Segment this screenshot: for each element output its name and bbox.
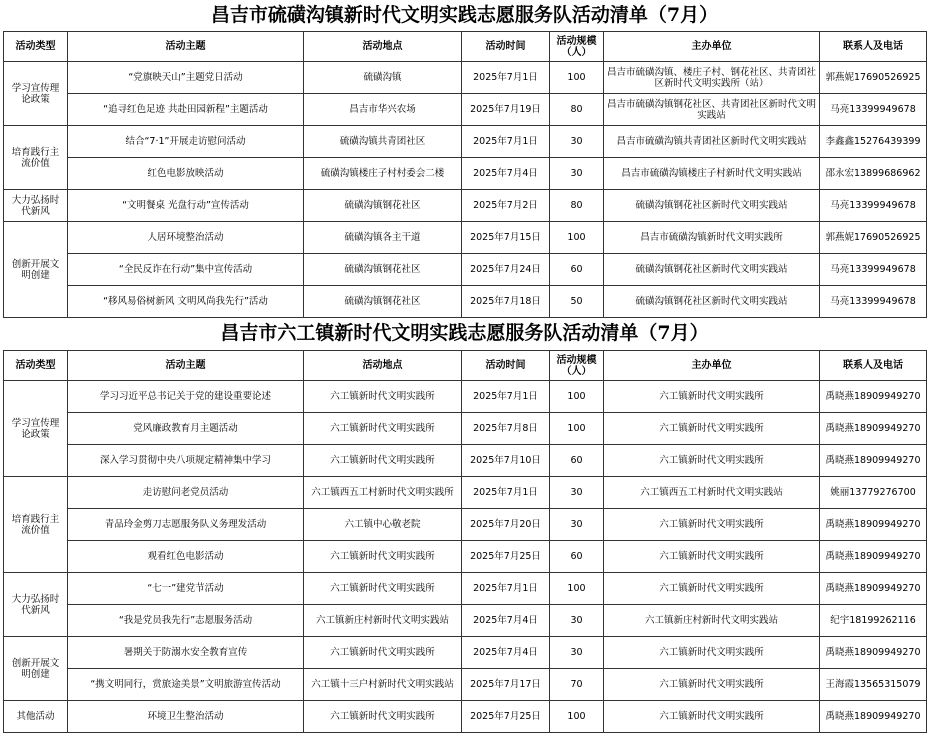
scale-cell: 100 <box>550 222 604 254</box>
theme-cell: 暑期关于防溺水安全教育宣传 <box>68 637 304 669</box>
theme-cell: 党风廉政教育月主题活动 <box>68 413 304 445</box>
place-cell: 硫磺沟镇钢花社区 <box>304 286 462 318</box>
table-row <box>4 477 927 509</box>
organizer-cell: 昌吉市硫磺沟镇新时代文明实践所 <box>604 222 820 254</box>
contact-cell: 马亮13399949678 <box>820 286 927 318</box>
table1-title: 昌吉市硫磺沟镇新时代文明实践志愿服务队活动清单（7月） <box>210 4 719 26</box>
time-cell: 2025年7月4日 <box>462 637 550 669</box>
place-cell: 硫磺沟镇各主干道 <box>304 222 462 254</box>
time-cell: 2025年7月1日 <box>462 573 550 605</box>
category-cell: 培育践行主流价值 <box>4 126 68 190</box>
time-cell: 2025年7月24日 <box>462 254 550 286</box>
scale-cell: 50 <box>550 286 604 318</box>
theme-cell: 红色电影放映活动 <box>68 158 304 190</box>
table-row <box>4 62 927 94</box>
header-cell: 活动主题 <box>68 351 304 381</box>
scale-cell: 30 <box>550 605 604 637</box>
organizer-cell: 昌吉市硫磺沟镇钢花社区、共青团社区新时代文明实践站 <box>604 94 820 126</box>
contact-cell: 纪宇18199262116 <box>820 605 927 637</box>
place-cell: 硫磺沟镇楼庄子村村委会二楼 <box>304 158 462 190</box>
category-cell: 创新开展文明创建 <box>4 222 68 318</box>
place-cell: 六工镇西五工村新时代文明实践所 <box>304 477 462 509</box>
organizer-cell: 六工镇新时代文明实践所 <box>604 701 820 733</box>
header-cell: 联系人及电话 <box>820 32 927 62</box>
scale-cell: 60 <box>550 445 604 477</box>
category-cell: 大力弘扬时代新风 <box>4 573 68 637</box>
place-cell: 六工镇新庄村新时代文明实践站 <box>304 605 462 637</box>
contact-cell: 禹晓燕18909949270 <box>820 637 927 669</box>
scale-cell: 30 <box>550 158 604 190</box>
header-cell: 活动时间 <box>462 351 550 381</box>
place-cell: 六工镇新时代文明实践所 <box>304 573 462 605</box>
table-row <box>4 669 927 701</box>
place-cell: 硫磺沟镇 <box>304 62 462 94</box>
scale-cell: 80 <box>550 190 604 222</box>
theme-cell: 青品玲金剪刀志愿服务队义务理发活动 <box>68 509 304 541</box>
table-row <box>4 94 927 126</box>
category-cell: 学习宣传理论政策 <box>4 62 68 126</box>
contact-cell: 禹晓燕18909949270 <box>820 573 927 605</box>
time-cell: 2025年7月15日 <box>462 222 550 254</box>
theme-cell: “携文明同行，赏旅途美景”文明旅游宣传活动 <box>68 669 304 701</box>
scale-cell: 100 <box>550 701 604 733</box>
header-cell: 活动时间 <box>462 32 550 62</box>
organizer-cell: 六工镇新时代文明实践所 <box>604 381 820 413</box>
organizer-cell: 硫磺沟镇钢花社区新时代文明实践站 <box>604 286 820 318</box>
time-cell: 2025年7月1日 <box>462 381 550 413</box>
category-cell: 大力弘扬时代新风 <box>4 190 68 222</box>
time-cell: 2025年7月10日 <box>462 445 550 477</box>
time-cell: 2025年7月19日 <box>462 94 550 126</box>
header-cell: 活动地点 <box>304 32 462 62</box>
theme-cell: “党旗映天山”主题党日活动 <box>68 62 304 94</box>
time-cell: 2025年7月8日 <box>462 413 550 445</box>
scale-cell: 100 <box>550 62 604 94</box>
place-cell: 六工镇中心敬老院 <box>304 509 462 541</box>
place-cell: 六工镇新时代文明实践所 <box>304 541 462 573</box>
scale-cell: 80 <box>550 94 604 126</box>
place-cell: 六工镇新时代文明实践所 <box>304 701 462 733</box>
scale-cell: 100 <box>550 573 604 605</box>
organizer-cell: 六工镇新时代文明实践所 <box>604 509 820 541</box>
contact-cell: 姚丽13779276700 <box>820 477 927 509</box>
table-row <box>4 413 927 445</box>
time-cell: 2025年7月17日 <box>462 669 550 701</box>
category-cell: 培育践行主流价值 <box>4 477 68 573</box>
organizer-cell: 昌吉市硫磺沟镇共青团社区新时代文明实践站 <box>604 126 820 158</box>
scale-cell: 60 <box>550 541 604 573</box>
theme-cell: “移风易俗树新风 文明风尚我先行”活动 <box>68 286 304 318</box>
theme-cell: “文明餐桌 光盘行动”宣传活动 <box>68 190 304 222</box>
header-cell: 活动类型 <box>4 351 68 381</box>
place-cell: 六工镇新时代文明实践所 <box>304 637 462 669</box>
table-row <box>4 158 927 190</box>
header-cell: 活动规模（人） <box>550 351 604 381</box>
place-cell: 六工镇新时代文明实践所 <box>304 445 462 477</box>
table-row <box>4 573 927 605</box>
activity-table-liugong <box>3 350 927 733</box>
theme-cell: 观看红色电影活动 <box>68 541 304 573</box>
theme-cell: “七一”建党节活动 <box>68 573 304 605</box>
theme-cell: 人居环境整治活动 <box>68 222 304 254</box>
table-row <box>4 254 927 286</box>
table-row <box>4 222 927 254</box>
table-row <box>4 541 927 573</box>
scale-cell: 70 <box>550 669 604 701</box>
contact-cell: 禹晓燕18909949270 <box>820 381 927 413</box>
category-cell: 其他活动 <box>4 701 68 733</box>
theme-cell: 走访慰问老党员活动 <box>68 477 304 509</box>
contact-cell: 郭燕妮17690526925 <box>820 222 927 254</box>
time-cell: 2025年7月18日 <box>462 286 550 318</box>
table-row <box>4 126 927 158</box>
contact-cell: 禹晓燕18909949270 <box>820 413 927 445</box>
organizer-cell: 硫磺沟镇钢花社区新时代文明实践站 <box>604 190 820 222</box>
place-cell: 昌吉市华兴农场 <box>304 94 462 126</box>
place-cell: 硫磺沟镇钢花社区 <box>304 190 462 222</box>
theme-cell: 深入学习贯彻中央八项规定精神集中学习 <box>68 445 304 477</box>
organizer-cell: 六工镇新时代文明实践所 <box>604 445 820 477</box>
place-cell: 六工镇新时代文明实践所 <box>304 413 462 445</box>
contact-cell: 禹晓燕18909949270 <box>820 509 927 541</box>
scale-cell: 100 <box>550 381 604 413</box>
header-cell: 主办单位 <box>604 32 820 62</box>
time-cell: 2025年7月1日 <box>462 126 550 158</box>
place-cell: 六工镇十三户村新时代文明实践站 <box>304 669 462 701</box>
time-cell: 2025年7月2日 <box>462 190 550 222</box>
contact-cell: 郭燕妮17690526925 <box>820 62 927 94</box>
table-row <box>4 605 927 637</box>
table-row <box>4 381 927 413</box>
table-row <box>4 701 927 733</box>
header-cell: 活动主题 <box>68 32 304 62</box>
category-cell: 创新开展文明创建 <box>4 637 68 701</box>
contact-cell: 马亮13399949678 <box>820 254 927 286</box>
contact-cell: 王海霞13565315079 <box>820 669 927 701</box>
header-row <box>4 351 927 381</box>
organizer-cell: 硫磺沟镇钢花社区新时代文明实践站 <box>604 254 820 286</box>
contact-cell: 禹晓燕18909949270 <box>820 541 927 573</box>
theme-cell: “全民反诈在行动”集中宣传活动 <box>68 254 304 286</box>
header-cell: 联系人及电话 <box>820 351 927 381</box>
table-row <box>4 509 927 541</box>
contact-cell: 禹晓燕18909949270 <box>820 445 927 477</box>
organizer-cell: 六工镇西五工村新时代文明实践站 <box>604 477 820 509</box>
time-cell: 2025年7月4日 <box>462 158 550 190</box>
time-cell: 2025年7月25日 <box>462 701 550 733</box>
place-cell: 六工镇新时代文明实践所 <box>304 381 462 413</box>
organizer-cell: 六工镇新时代文明实践所 <box>604 573 820 605</box>
scale-cell: 30 <box>550 509 604 541</box>
organizer-cell: 昌吉市硫磺沟镇楼庄子村新时代文明实践站 <box>604 158 820 190</box>
theme-cell: “追寻红色足迹 共赴田园新程”主题活动 <box>68 94 304 126</box>
organizer-cell: 六工镇新时代文明实践所 <box>604 541 820 573</box>
scale-cell: 30 <box>550 126 604 158</box>
contact-cell: 邵永宏13899686962 <box>820 158 927 190</box>
scale-cell: 30 <box>550 477 604 509</box>
time-cell: 2025年7月25日 <box>462 541 550 573</box>
contact-cell: 李鑫鑫15276439399 <box>820 126 927 158</box>
table-row <box>4 190 927 222</box>
place-cell: 硫磺沟镇共青团社区 <box>304 126 462 158</box>
header-cell: 活动规模（人） <box>550 32 604 62</box>
activity-table-liuhuanggou <box>3 31 927 318</box>
organizer-cell: 六工镇新时代文明实践所 <box>604 637 820 669</box>
theme-cell: 结合“7·1”开展走访慰问活动 <box>68 126 304 158</box>
theme-cell: 学习习近平总书记关于党的建设重要论述 <box>68 381 304 413</box>
organizer-cell: 昌吉市硫磺沟镇、楼庄子村、钢花社区、共青团社区新时代文明实践所（站） <box>604 62 820 94</box>
contact-cell: 马亮13399949678 <box>820 190 927 222</box>
time-cell: 2025年7月20日 <box>462 509 550 541</box>
header-cell: 主办单位 <box>604 351 820 381</box>
contact-cell: 禹晓燕18909949270 <box>820 701 927 733</box>
time-cell: 2025年7月1日 <box>462 62 550 94</box>
time-cell: 2025年7月4日 <box>462 605 550 637</box>
organizer-cell: 六工镇新时代文明实践所 <box>604 669 820 701</box>
scale-cell: 60 <box>550 254 604 286</box>
place-cell: 硫磺沟镇钢花社区 <box>304 254 462 286</box>
table-row <box>4 445 927 477</box>
header-cell: 活动类型 <box>4 32 68 62</box>
scale-cell: 100 <box>550 413 604 445</box>
contact-cell: 马亮13399949678 <box>820 94 927 126</box>
category-cell: 学习宣传理论政策 <box>4 381 68 477</box>
organizer-cell: 六工镇新庄村新时代文明实践站 <box>604 605 820 637</box>
table2-title: 昌吉市六工镇新时代文明实践志愿服务队活动清单（7月） <box>220 322 709 344</box>
time-cell: 2025年7月1日 <box>462 477 550 509</box>
organizer-cell: 六工镇新时代文明实践所 <box>604 413 820 445</box>
header-row <box>4 32 927 62</box>
scale-cell: 30 <box>550 637 604 669</box>
theme-cell: 环境卫生整治活动 <box>68 701 304 733</box>
theme-cell: “我是党员我先行”志愿服务活动 <box>68 605 304 637</box>
header-cell: 活动地点 <box>304 351 462 381</box>
table-row <box>4 286 927 318</box>
table-row <box>4 637 927 669</box>
